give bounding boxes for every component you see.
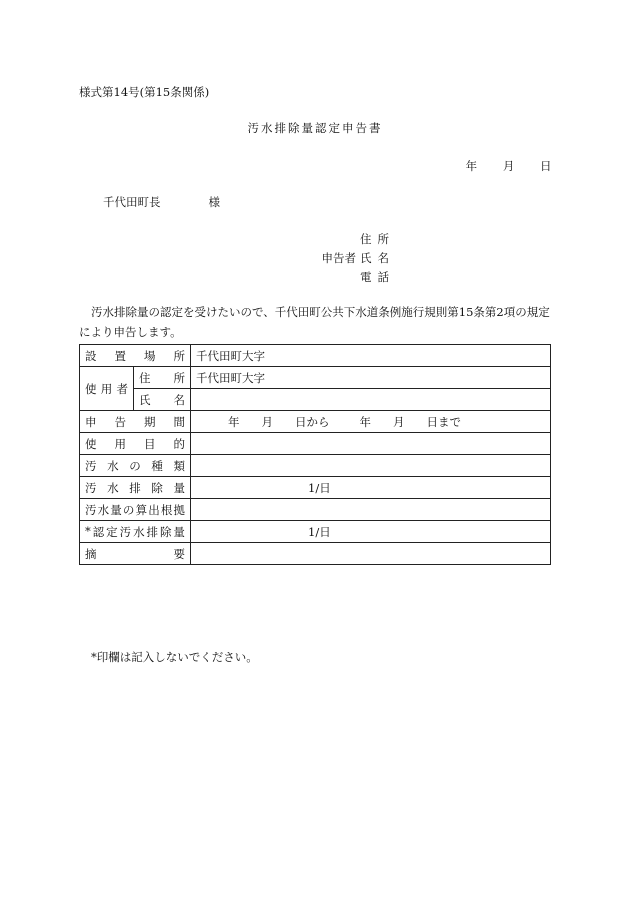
table-row-period [80, 411, 551, 433]
sewage-type-value[interactable] [191, 455, 551, 477]
remarks-label: 摘 要 [80, 543, 191, 565]
table-row-user-address [80, 367, 551, 389]
user-label-text: 使 用 者 [85, 381, 128, 396]
applicant-phone-label: 電話 [360, 270, 395, 284]
addressee [103, 194, 220, 210]
table-row-sewage-type [80, 455, 551, 477]
certified-unit: 1/日 [308, 524, 331, 539]
addressee-honorific: 様 [208, 195, 220, 209]
user-address-value[interactable]: 千代田町大字 [191, 367, 551, 389]
purpose-label: 使 用 目 的 [80, 433, 191, 455]
form-number: 様式第14号(第15条関係) [79, 85, 210, 99]
calc-basis-label: 汚 水 量 の 算 出 根 拠 [80, 499, 191, 521]
user-label [80, 367, 134, 411]
period-from-year: 年 [228, 414, 240, 429]
table-row-certified [80, 521, 551, 543]
period-from-day: 日から [295, 414, 330, 429]
location-value[interactable]: 千代田町大字 [191, 345, 551, 367]
remarks-value[interactable] [191, 543, 551, 565]
applicant-label: 申告者 [321, 251, 356, 265]
date-day: 日 [539, 159, 552, 173]
date-line [440, 158, 551, 174]
intro-text: 汚水排除量の認定を受けたいので、千代田町公共下水道条例施行規則第15条第2項の規定により申告します。 [79, 305, 550, 339]
date-month: 月 [502, 159, 515, 173]
user-name-value[interactable] [191, 389, 551, 411]
calc-basis-value[interactable] [191, 499, 551, 521]
application-table [79, 344, 551, 565]
applicant-name-label: 氏名 [360, 251, 395, 265]
certified-value[interactable] [191, 521, 551, 543]
discharge-unit: 1/日 [308, 480, 331, 495]
form-title: 汚水排除量認定申告書 [247, 121, 383, 135]
table-row-location [80, 345, 551, 367]
location-label-text: 設 置 場 所 [85, 348, 185, 363]
table-row-remarks [80, 543, 551, 565]
sewage-type-label: 汚 水 の 種 類 [80, 455, 191, 477]
period-label: 申 告 期 間 [80, 411, 191, 433]
table-row-purpose [80, 433, 551, 455]
period-to-month: 月 [393, 414, 405, 429]
user-address-label: 住 所 [134, 367, 191, 389]
period-from-month: 月 [261, 414, 273, 429]
discharge-label: 汚 水 排 除 量 [80, 477, 191, 499]
purpose-value[interactable] [191, 433, 551, 455]
addressee-name: 千代田町長 [103, 195, 161, 209]
period-value[interactable] [191, 411, 551, 433]
period-to-day: 日まで [426, 414, 461, 429]
footnote: *印欄は記入しないでください。 [91, 650, 258, 664]
table-row-discharge [80, 477, 551, 499]
discharge-value[interactable] [191, 477, 551, 499]
applicant-address-label: 住所 [360, 232, 395, 246]
location-label [80, 345, 191, 367]
date-year: 年 [465, 159, 478, 173]
certified-label: * 認 定 汚 水 排 除 量 [80, 521, 191, 543]
period-to-year: 年 [359, 414, 371, 429]
table-row-calc-basis [80, 499, 551, 521]
user-name-label: 氏 名 [134, 389, 191, 411]
table-row-user-name [80, 389, 551, 411]
applicant-block [312, 230, 432, 287]
